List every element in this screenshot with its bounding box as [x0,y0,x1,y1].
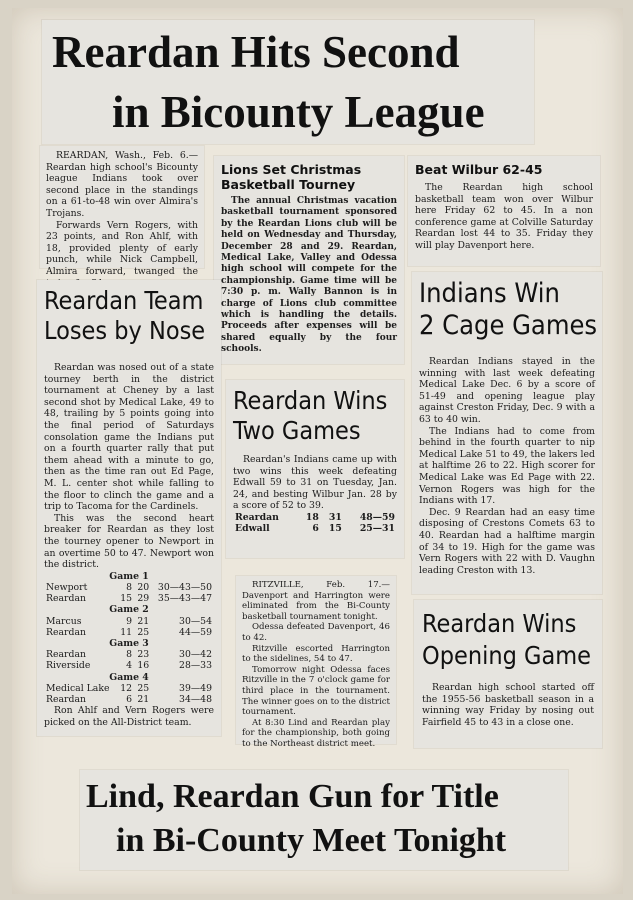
table-row [44,649,214,660]
score-q2: 16 [137,660,150,672]
christmas-title-line1: Lions Set Christmas [221,162,362,177]
team-name: Reardan [235,511,279,523]
team-name: Edwall [235,523,270,535]
score-rest: 34—48 [179,693,212,705]
team-name: Reardan [46,593,86,605]
table-row [44,593,214,604]
team-name: Medical Lake [46,682,110,694]
two-scoreboard [233,512,397,534]
ritz-text4: Tomorrow night Odessa faces Ritzville in the 7 o'clock game for third place in the tournament. The winner goes on to the district tournament. [242,664,390,718]
two-title-line1: Reardan Wins [233,386,388,415]
cage-title-line1: Indians Win [419,278,560,309]
opening-title-line1: Reardan Wins [422,609,577,638]
headline-bottom-clipping [80,770,568,870]
score-rest: 30—43—50 [157,581,212,593]
team-name: Reardan [46,626,86,638]
team-name: Reardan [46,649,86,661]
table-row [233,512,397,523]
cage-text2: The Indians had to come from behind in the fourth quarter to nip Medical Lake 51 to 49, the lakers led at halftime 26 to 22. High scorer for Medical Lake was Ed Page with 22. Vernon Rogers was high for the Indians with 17. [419,425,595,507]
game-label: Game 3 [109,637,149,649]
nose-scoreboard [44,571,214,705]
table-row [44,683,214,694]
cage-text: Reardan Indians stayed in the winning with last week defeating Medical Lake Dec. 6 by a score of 51-49 and opening league play against Creston Friday, Dec. 9 with a 63 to 40 win. [419,356,595,425]
score-rest: 30—42 [179,649,212,661]
christmas-title-line2: Basketball Tourney [221,177,356,192]
score-q1: 15 [120,593,133,605]
opening-title-line2: Opening Game [422,641,591,670]
score-q2: 25 [137,682,150,694]
ritz-text3: Ritzville escorted Harrington to the sidelines, 54 to 47. [242,643,390,665]
story-opening-game [414,600,602,748]
wilbur-text: The Reardan high school basketball team won over Wilbur here Friday 62 to 45. In a non conference game at Colville Saturday Reardan lost 44 to 35. Friday they will play Davenport here. [415,182,593,251]
story-loses-by-nose [37,280,221,736]
score-rest: 39—49 [179,682,212,694]
headline-top-clipping [42,20,534,144]
wilbur-title: Beat Wilbur 62-45 [415,162,543,177]
score-q2: 25 [137,626,150,638]
score-q2: 21 [137,615,150,627]
team-name: Riverside [46,660,91,672]
two-title-line2: Two Games [233,416,361,445]
score-q1: 8 [126,581,133,593]
score-q1: 6 [312,523,319,535]
table-row [44,616,214,627]
score-q2: 31 [328,511,342,523]
scrapbook-page [12,8,623,894]
ritz-text5: At 8:30 Lind and Reardan play for the championship, both going to the Northeast district meet. [242,717,390,749]
story-beat-wilbur [408,156,600,266]
story-second-text2: Forwards Vern Rogers, with 23 points, and Ron Ahlf, with 18, provided plenty of early punch, while Nick Campbell, Almira forward, twanged the [46,219,198,277]
ritz-text2: Odessa defeated Davenport, 46 to 42. [242,622,390,643]
nose-footer: Ron Ahlf and Vern Rogers were picked on the All-District team. [44,705,214,728]
headline-top-line2: in Bicounty League [112,87,485,137]
ritz-text: RITZVILLE, Feb. 17.—Davenport and Harrington were eliminated from the Bi-County basketball tournament tonight. [242,580,390,622]
story-ritzville [236,576,396,749]
opening-text: Reardan high school started off the 1955-56 basketball season in a winning way Friday by nosing out Fairfield 45 to 43 in a close one. [422,682,594,728]
score-q1: 18 [305,511,319,523]
score-rest: 48—59 [359,511,395,523]
score-rest: 28—33 [179,660,212,672]
score-q1: 9 [126,615,133,627]
score-rest: 35—43—47 [157,593,212,605]
table-row [44,694,214,705]
score-q2: 20 [137,581,150,593]
cage-title-line2: 2 Cage Games [419,310,598,341]
table-row [44,582,214,593]
table-row [44,660,214,671]
story-second-place [40,146,204,277]
team-name: Newport [46,581,88,593]
score-rest: 44—59 [179,626,212,638]
team-name: Marcus [46,615,82,627]
nose-text2: This was the second heart breaker for Reardan as they lost the tourney opener to Newport in an overtime 50 to 47. Newport won the district. [44,512,214,571]
score-q2: 15 [328,523,342,535]
nose-text: Reardan was nosed out of a state tourney berth in the district tournament at Cheney by a last second shot by Medical Lake, 49 to 48, trailing by 5 points going into the final period of Saturdays consolation game the Indians put on a fourth quarter rally that put them ahead with a minute to go, then as the time ran out Ed Page, M. L. center shot while falling to the floor to clinch the game and a trip to Tacoma for the Cardinels. [44,362,214,513]
score-q1: 11 [120,626,133,638]
table-row [44,627,214,638]
two-text: Reardan's Indians came up with two wins this week defeating Edwall 59 to 31 on Tuesday, Jan. 24, and besting Wilbur Jan. 28 by a score of 52 to 39. [233,454,397,512]
headline-bottom-line2: in Bi-County Meet Tonight [116,822,507,859]
story-second-text: REARDAN, Wash., Feb. 6.—Reardan high school's Bicounty league Indians took over second place in the standings on a 61-to-48 win over Almira's Trojans. [46,150,198,219]
score-q1: 4 [126,660,133,672]
game-label: Game 4 [109,671,149,683]
story-two-games [226,380,404,558]
team-name: Reardan [46,693,86,705]
headline-top-line1: Reardan Hits Second [52,27,460,77]
headline-bottom-line1: Lind, Reardan Gun for Title [86,778,499,815]
story-cage-games [412,272,602,594]
score-q1: 12 [120,682,133,694]
score-q2: 29 [137,593,150,605]
cage-text3: Dec. 9 Reardan had an easy time disposing of Crestons Comets 63 to 40. Reardan had a halftime margin of 34 to 19. High for the game was Vern Rogers with 22 with D. Vaughn leading Creston with 13. [419,506,595,576]
table-row [233,523,397,534]
score-q1: 6 [126,693,133,705]
score-rest: 25—31 [359,523,395,535]
story-christmas-tourney [214,156,404,364]
score-q2: 23 [137,649,150,661]
nose-title-line1: Reardan Team [44,286,204,315]
nose-title-line2: Loses by Nose [44,316,206,345]
game-label: Game 1 [109,570,149,582]
score-q2: 21 [137,693,150,705]
score-q1: 8 [126,649,133,661]
score-rest: 30—54 [179,615,212,627]
game-label: Game 2 [109,604,149,616]
christmas-text: The annual Christmas vacation basketball tournament sponsored by the Reardan Lions club will be held on Wednesday and Thursday, December 28 and 29. Reardan, Medical Lake, Valley and Odessa high school will compete for the championship. Game time will be 7:30 p. m. Wally Bannon is in charge of Lions club committee which is handling the details. Proceeds after expenses will be shared equally by the four schools. [221,196,397,355]
